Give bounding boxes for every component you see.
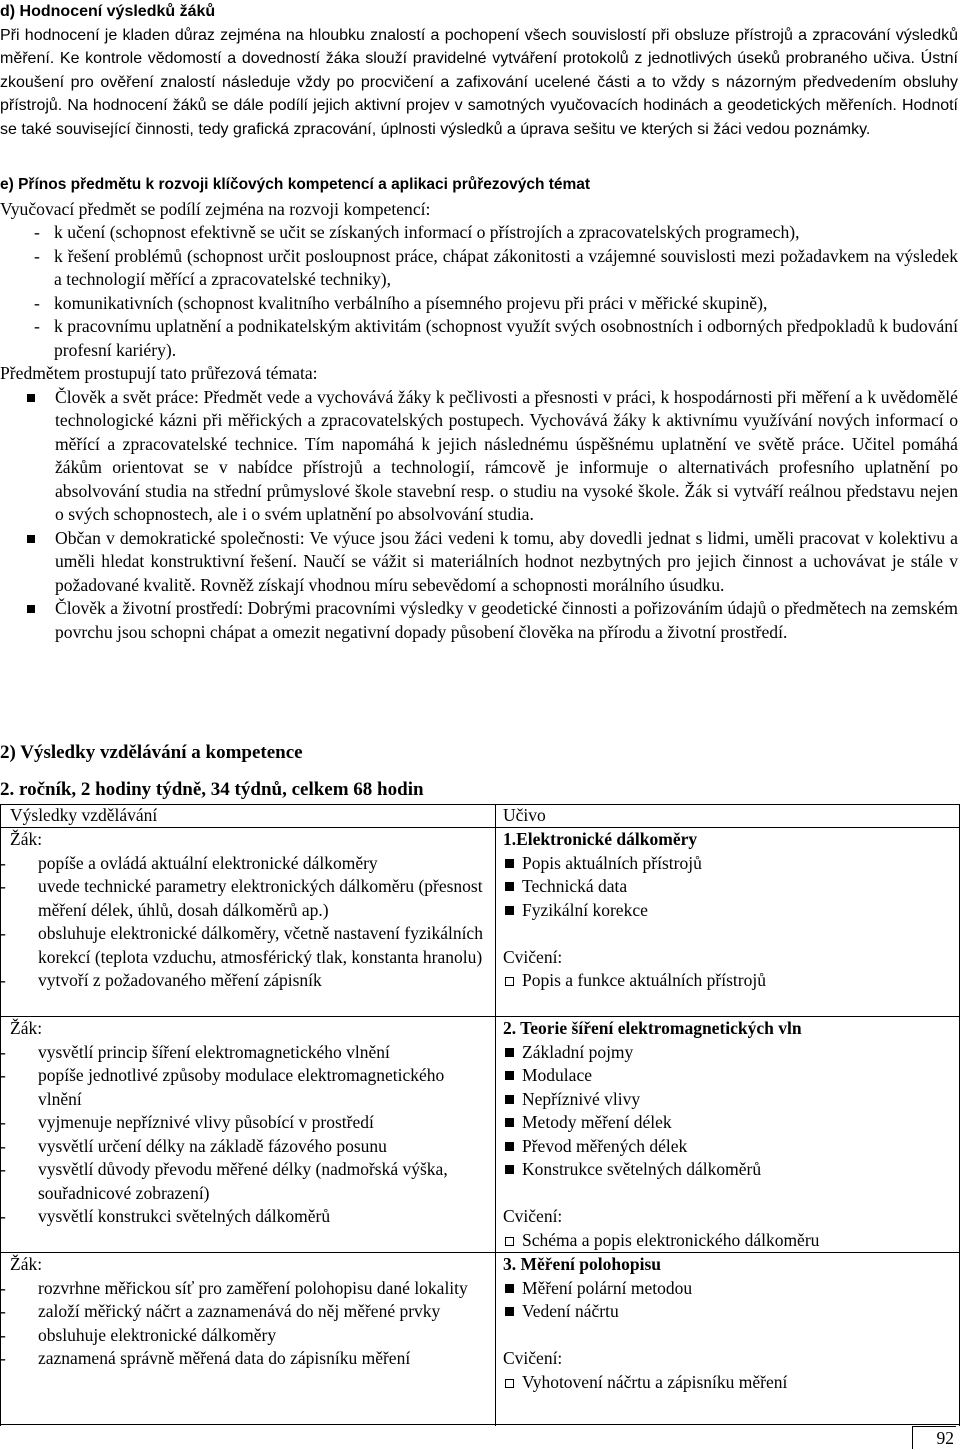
list-item: - obsluhuje elektronické dálkoměry — [0, 1324, 277, 1345]
student-label: Žák: — [10, 1018, 43, 1038]
themes-intro: Předmětem prostupují tato průřezová témata: — [0, 363, 318, 383]
header-outcomes: Výsledky vzdělávání — [10, 805, 158, 825]
list-item: - založí měřický náčrt a zaznamenává do něj měřené prvky — [0, 1301, 441, 1321]
list-item: - zaznamená správně měřená data do zápisníku měření — [0, 1348, 411, 1368]
square-bullet-icon — [505, 1284, 514, 1293]
list-item: - vysvětlí princip šíření elektromagnetického vlnění — [0, 1041, 390, 1062]
exercise-label: Cvičení: — [503, 1206, 563, 1226]
list-item: - k řešení problémů (schopnost určit posloupnost práce, chápat zákonitosti a vzájemné souvislosti mezi požadavkem na výsledek a technologií měřící a zpracovatelské techniky), — [34, 245, 958, 289]
section-2-title: 2) Výsledky vzdělávání a kompetence — [0, 742, 303, 763]
section-d — [0, 0, 958, 142]
table-row-2-outcomes — [0, 1017, 485, 1229]
square-bullet-icon — [505, 1071, 514, 1080]
square-bullet-icon — [505, 1048, 514, 1057]
square-bullet-icon — [505, 1095, 514, 1104]
list-item: Občan v demokratické společnosti: Ve výuce jsou žáci vedeni k tomu, aby dovedli jednat s lidmi, uměli pracovat v kolektivu a uměli hledat konstruktivní řešení. Naučí se vážit si materiálních hodnot nezbytných pro jejich činnost a uchovávat je stále v požadované kvalitě. Rovněž získají vhodnou míru sebevědomí a schopnosti morálního úsudku. — [0, 527, 958, 598]
list-item: - vysvětlí důvody převodu měřené délky (nadmořská výška, souřadnicové zobrazení) — [0, 1159, 448, 1203]
square-bullet-icon — [505, 1142, 514, 1151]
list-item: - vyjmenuje nepříznivé vlivy působící v prostředí — [0, 1112, 374, 1132]
list-item: - k učení (schopnost efektivně se učit se získaných informací o přístrojích a zpracovatelských programech), — [34, 222, 800, 242]
list-item: Měření polární metodou — [503, 1277, 953, 1301]
square-bullet-icon — [505, 1165, 514, 1174]
square-bullet-icon — [27, 394, 35, 402]
list-item: Vyhotovení náčrtu a zápisníku měření — [503, 1371, 953, 1395]
list-item: - popíše a ovládá aktuální elektronické dálkoměry — [0, 852, 378, 873]
list-item: Nepříznivé vlivy — [503, 1088, 953, 1112]
list-item: Popis aktuálních přístrojů — [503, 852, 953, 876]
student-label: Žák: — [10, 829, 43, 849]
list-item: Konstrukce světelných dálkoměrů — [503, 1158, 953, 1182]
table-border — [495, 804, 496, 1426]
hollow-square-bullet-icon — [505, 1379, 514, 1388]
section-d-heading: d) Hodnocení výsledků žáků — [0, 3, 216, 20]
square-bullet-icon — [505, 1118, 514, 1127]
list-item: Technická data — [503, 875, 953, 899]
theme-list — [0, 386, 958, 645]
table-row-1-curriculum — [503, 828, 953, 993]
exercise-label: Cvičení: — [503, 946, 563, 967]
table-row-3-curriculum — [503, 1253, 953, 1394]
exercise-label: Cvičení: — [503, 1348, 563, 1368]
table-row-1-outcomes — [0, 828, 485, 993]
list-item: - komunikativních (schopnost kvalitního verbálního a písemného projevu při práci v měřické skupině), — [34, 292, 768, 313]
square-bullet-icon — [505, 1307, 514, 1316]
topic-title: 2. Teorie šíření elektromagnetických vln — [503, 1018, 802, 1038]
list-item: - vysvětlí určení délky na základě fázového posunu — [0, 1135, 387, 1156]
table-row-2-curriculum — [503, 1017, 953, 1252]
list-item: Člověk a životní prostředí: Dobrými pracovními výsledky v geodetické činnosti a pořizováním údajů o předmětech na zemském povrchu jsou schopni chápat a omezit negativní dopady působení člověka na přírodu a životní prostředí. — [0, 597, 958, 644]
student-label: Žák: — [10, 1254, 43, 1274]
square-bullet-icon — [27, 535, 35, 543]
list-item: - k pracovnímu uplatnění a podnikatelským aktivitám (schopnost využít svých osobnostních i odborných předpokladů k budování profesní kariéry). — [34, 316, 958, 360]
list-item: Člověk a svět práce: Předmět vede a vychovává žáky k pečlivosti a přesnosti v práci, k hospodárnosti při měření a k uvědomělé technologické kázni při měřických a zpracovatelských postupech. Vychovává žáky k aktivnímu využívání nových informací o měřící a zpracovatelské technice. Tím napomáhá k jejich následnému úspěšnému uplatnění ve světě práce. Učitel pomáhá žákům orientovat se v nabídce přístrojů a technologií, rámcově je informuje o alternativách profesního uplatnění po absolvování studia na střední průmyslové škole stavební resp. o studiu na vysoké škole. Žák si vytváří reálnou představu nejen o svých schopnostech, ale i o svém uplatnění po absolvování studia. — [0, 386, 958, 527]
list-item: - uvede technické parametry elektronických dálkoměru (přesnost měření délek, úhlů, dosah dálkoměrů ap.) — [0, 876, 483, 920]
section-2-subtitle: 2. ročník, 2 hodiny týdně, 34 týdnů, celkem 68 hodin — [0, 779, 424, 800]
outcomes-table — [0, 804, 960, 1426]
hollow-square-bullet-icon — [505, 977, 514, 986]
list-item: - obsluhuje elektronické dálkoměry, včetně nastavení fyzikálních korekcí (teplota vzduchu, atmosférický tlak, konstanta hranolu) — [0, 923, 483, 967]
topic-title: 1.Elektronické dálkoměry — [503, 829, 698, 849]
list-item: Základní pojmy — [503, 1041, 953, 1065]
competence-list — [0, 221, 958, 362]
list-item: - vytvoří z požadovaného měření zápisník — [0, 970, 322, 990]
hollow-square-bullet-icon — [505, 1237, 514, 1246]
square-bullet-icon — [27, 605, 35, 613]
list-item: Vedení náčrtu — [503, 1300, 953, 1324]
square-bullet-icon — [505, 859, 514, 868]
square-bullet-icon — [505, 882, 514, 891]
list-item: Metody měření délek — [503, 1111, 953, 1135]
list-item: - vysvětlí konstrukci světelných dálkoměrů — [0, 1206, 331, 1226]
header-curriculum: Učivo — [503, 805, 546, 825]
list-item: - popíše jednotlivé způsoby modulace elektromagnetického vlnění — [0, 1065, 445, 1109]
page-number: 92 — [912, 1426, 956, 1449]
list-item: Modulace — [503, 1064, 953, 1088]
table-row-3-outcomes — [0, 1253, 485, 1371]
list-item: - rozvrhne měřickou síť pro zaměření polohopisu dané lokality — [0, 1277, 468, 1298]
competences-intro: Vyučovací předmět se podílí zejména na rozvoji kompetencí: — [0, 198, 431, 219]
list-item: Popis a funkce aktuálních přístrojů — [503, 969, 953, 993]
square-bullet-icon — [505, 906, 514, 915]
section-e — [0, 173, 958, 644]
topic-title: 3. Měření polohopisu — [503, 1254, 662, 1274]
section-e-heading: e) Přínos předmětu k rozvoji klíčových kompetencí a aplikaci průřezových témat — [0, 176, 591, 193]
list-item: Převod měřených délek — [503, 1135, 953, 1159]
table-border — [0, 1424, 960, 1425]
list-item: Schéma a popis elektronického dálkoměru — [503, 1229, 953, 1253]
section-d-text: Při hodnocení je kladen důraz zejména na hloubku znalostí a pochopení všech souvislostí při obsluze přístrojů a zpracování výsledků měření. Ke kontrole vědomostí a dovedností žáka slouží pravidelné vytváření protokolů z jednotlivých úseků probraného učiva. Ústní zkoušení pro ověření znalostí následuje vždy po procvičení a zafixování ucelené části a to vždy s názorným předvedením obsluhy přístrojů. Na hodnocení žáků se dále podílí jejich aktivní projev v samotných vyučovacích hodinách a geodetických měřeních. Hodnotí se také související činnosti, tedy grafická zpracování, úplnosti výsledků a úprava sešitu ve kterých si žáci vedou poznámky. — [0, 26, 958, 138]
list-item: Fyzikální korekce — [503, 899, 953, 923]
